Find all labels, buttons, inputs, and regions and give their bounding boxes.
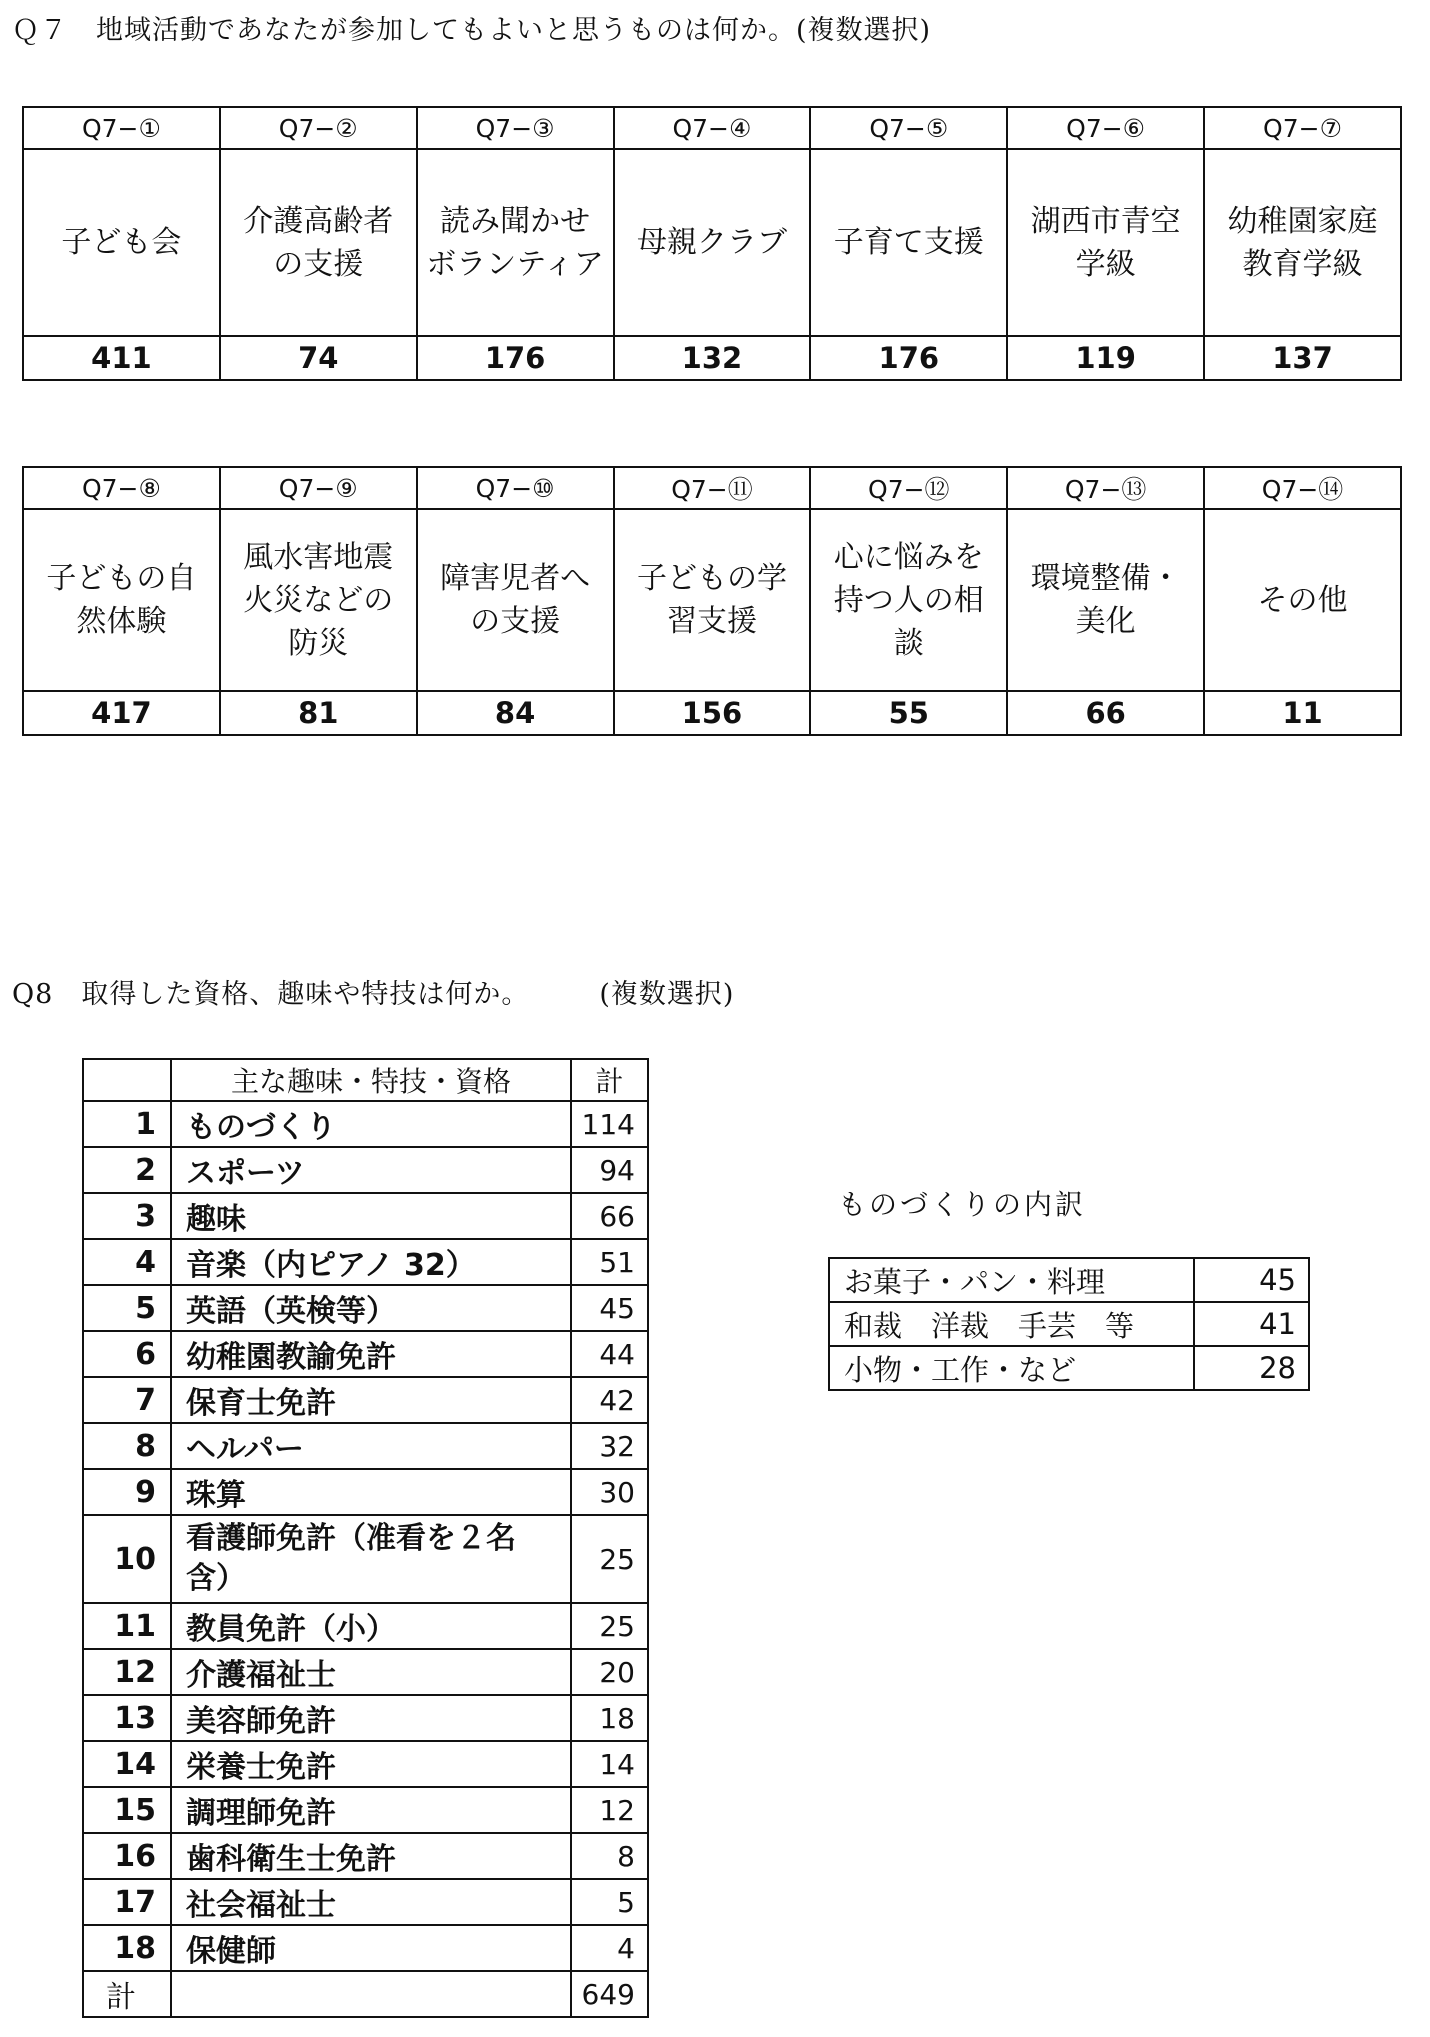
q8-item-row: [83, 1787, 648, 1833]
q8-question: Q8 取得した資格、趣味や特技は何か。: [12, 979, 530, 1010]
q8-table: [82, 1058, 649, 2018]
q8-title: [12, 972, 734, 1011]
q8-item-row: [83, 1101, 648, 1147]
q7-code: Q7−②: [220, 107, 417, 149]
q7-label: 障害児者へ の支援: [417, 509, 614, 691]
q8-item-count: 51: [571, 1239, 648, 1285]
q8-item-no: 16: [83, 1833, 171, 1879]
q8-item-name: 看護師免許（准看を２名 含）: [171, 1515, 571, 1603]
q7-value: 11: [1204, 691, 1401, 735]
q7-code: Q7−⑫: [810, 467, 1007, 509]
q7-code: Q7−⑦: [1204, 107, 1401, 149]
q8-item-name: 保健師: [171, 1925, 571, 1971]
q8-item-name: 介護福祉士: [171, 1649, 571, 1695]
q7-label-row: [23, 149, 1401, 336]
q8-item-name: 美容師免許: [171, 1695, 571, 1741]
q7-value: 84: [417, 691, 614, 735]
q7-label: 母親クラブ: [614, 149, 811, 336]
q7-value: 176: [417, 336, 614, 380]
q8-item-row: [83, 1515, 648, 1603]
q8-item-no: 15: [83, 1787, 171, 1833]
q8-choice-note: (複数選択): [599, 979, 735, 1010]
q7-value: 137: [1204, 336, 1401, 380]
breakdown-row: [829, 1346, 1309, 1390]
q7-code: Q7−⑨: [220, 467, 417, 509]
q7-label-row: [23, 509, 1401, 691]
q8-total-label: 計: [83, 1971, 171, 2017]
q8-item-row: [83, 1603, 648, 1649]
breakdown-item-name: 小物・工作・など: [829, 1346, 1194, 1390]
q7-code: Q7−④: [614, 107, 811, 149]
q8-item-no: 13: [83, 1695, 171, 1741]
breakdown-item-count: 28: [1194, 1346, 1309, 1390]
q7-label: 幼稚園家庭 教育学級: [1204, 149, 1401, 336]
q8-item-row: [83, 1377, 648, 1423]
q7-label: 読み聞かせ ボランティア: [417, 149, 614, 336]
q8-item-no: 2: [83, 1147, 171, 1193]
q8-item-row: [83, 1469, 648, 1515]
q8-item-no: 12: [83, 1649, 171, 1695]
q8-item-no: 10: [83, 1515, 171, 1603]
q8-item-name: 幼稚園教諭免許: [171, 1331, 571, 1377]
q8-item-row: [83, 1331, 648, 1377]
q8-item-row: [83, 1285, 648, 1331]
q8-item-name: 保育士免許: [171, 1377, 571, 1423]
breakdown-item-count: 45: [1194, 1258, 1309, 1302]
q8-item-count: 94: [571, 1147, 648, 1193]
q8-item-name: 音楽（内ピアノ 32）: [171, 1239, 571, 1285]
q8-item-count: 66: [571, 1193, 648, 1239]
q7-value: 176: [810, 336, 1007, 380]
q8-header-item: 主な趣味・特技・資格: [171, 1059, 571, 1101]
q8-item-name: ものづくり: [171, 1101, 571, 1147]
q7-value: 119: [1007, 336, 1204, 380]
q7-value-row: [23, 336, 1401, 380]
q8-item-name: 調理師免許: [171, 1787, 571, 1833]
q8-item-name: 英語（英検等）: [171, 1285, 571, 1331]
q8-item-count: 114: [571, 1101, 648, 1147]
q7-label: 介護高齢者 の支援: [220, 149, 417, 336]
q8-item-name: 教員免許（小）: [171, 1603, 571, 1649]
q8-item-count: 44: [571, 1331, 648, 1377]
q8-item-count: 8: [571, 1833, 648, 1879]
q8-item-row: [83, 1649, 648, 1695]
q8-item-count: 5: [571, 1879, 648, 1925]
q8-item-count: 42: [571, 1377, 648, 1423]
q8-item-row: [83, 1193, 648, 1239]
q7-code: Q7−⑩: [417, 467, 614, 509]
q7-code-row: [23, 107, 1401, 149]
q8-item-no: 8: [83, 1423, 171, 1469]
q8-item-count: 45: [571, 1285, 648, 1331]
q7-code: Q7−③: [417, 107, 614, 149]
q7-value: 156: [614, 691, 811, 735]
q8-item-row: [83, 1741, 648, 1787]
q8-header-row: [83, 1059, 648, 1101]
q8-item-count: 25: [571, 1603, 648, 1649]
q8-item-count: 18: [571, 1695, 648, 1741]
q8-item-no: 7: [83, 1377, 171, 1423]
q7-value: 66: [1007, 691, 1204, 735]
q8-item-name: 珠算: [171, 1469, 571, 1515]
q7-code-row: [23, 467, 1401, 509]
q8-item-count: 4: [571, 1925, 648, 1971]
q8-total-count: 649: [571, 1971, 648, 2017]
q8-item-row: [83, 1695, 648, 1741]
q8-item-name: 歯科衛生士免許: [171, 1833, 571, 1879]
q8-item-no: 11: [83, 1603, 171, 1649]
q8-item-row: [83, 1925, 648, 1971]
q8-item-count: 30: [571, 1469, 648, 1515]
q7-label: 風水害地震 火災などの 防災: [220, 509, 417, 691]
q8-item-row: [83, 1423, 648, 1469]
q7-value: 55: [810, 691, 1007, 735]
q7-code: Q7−⑧: [23, 467, 220, 509]
q7-value: 74: [220, 336, 417, 380]
q7-label: 子ども会: [23, 149, 220, 336]
q8-total-row: [83, 1971, 648, 2017]
q7-code: Q7−①: [23, 107, 220, 149]
q7-label: 子育て支援: [810, 149, 1007, 336]
q7-table-1: [22, 106, 1402, 381]
q7-label: 湖西市青空 学級: [1007, 149, 1204, 336]
breakdown-title: ものづくりの内訳: [838, 1188, 1087, 1221]
q8-item-count: 25: [571, 1515, 648, 1603]
q8-item-count: 32: [571, 1423, 648, 1469]
q7-value: 411: [23, 336, 220, 380]
q8-item-name: ヘルパー: [171, 1423, 571, 1469]
q8-item-name: 趣味: [171, 1193, 571, 1239]
q8-item-name: スポーツ: [171, 1147, 571, 1193]
q8-item-no: 5: [83, 1285, 171, 1331]
breakdown-row: [829, 1258, 1309, 1302]
q8-item-name: 栄養士免許: [171, 1741, 571, 1787]
q7-value: 417: [23, 691, 220, 735]
breakdown-item-name: お菓子・パン・料理: [829, 1258, 1194, 1302]
q8-header-total: 計: [571, 1059, 648, 1101]
q7-label: 心に悩みを 持つ人の相 談: [810, 509, 1007, 691]
q7-title: Ｑ７ 地域活動であなたが参加してもよいと思うものは何か。(複数選択): [12, 15, 932, 46]
q7-label: その他: [1204, 509, 1401, 691]
breakdown-row: [829, 1302, 1309, 1346]
q7-value: 81: [220, 691, 417, 735]
q8-item-row: [83, 1879, 648, 1925]
q8-item-no: 14: [83, 1741, 171, 1787]
q7-code: Q7−⑭: [1204, 467, 1401, 509]
q8-item-row: [83, 1833, 648, 1879]
q8-item-no: 6: [83, 1331, 171, 1377]
q8-item-no: 17: [83, 1879, 171, 1925]
q7-value-row: [23, 691, 1401, 735]
breakdown-item-count: 41: [1194, 1302, 1309, 1346]
q8-item-no: 3: [83, 1193, 171, 1239]
q8-item-row: [83, 1147, 648, 1193]
q8-header-no: [83, 1059, 171, 1101]
q8-item-count: 14: [571, 1741, 648, 1787]
q7-label: 子どもの自 然体験: [23, 509, 220, 691]
q7-code: Q7−⑪: [614, 467, 811, 509]
q7-code: Q7−⑥: [1007, 107, 1204, 149]
q7-label: 環境整備・ 美化: [1007, 509, 1204, 691]
q8-item-no: 18: [83, 1925, 171, 1971]
q7-code: Q7−⑤: [810, 107, 1007, 149]
q7-label: 子どもの学 習支援: [614, 509, 811, 691]
q7-table-2: [22, 466, 1402, 736]
q8-item-no: 9: [83, 1469, 171, 1515]
q8-item-no: 4: [83, 1239, 171, 1285]
q7-value: 132: [614, 336, 811, 380]
q8-item-row: [83, 1239, 648, 1285]
q8-item-no: 1: [83, 1101, 171, 1147]
q8-item-name: 社会福祉士: [171, 1879, 571, 1925]
q8-item-count: 12: [571, 1787, 648, 1833]
breakdown-item-name: 和裁 洋裁 手芸 等: [829, 1302, 1194, 1346]
q7-code: Q7−⑬: [1007, 467, 1204, 509]
q8-item-count: 20: [571, 1649, 648, 1695]
breakdown-table: [828, 1257, 1310, 1391]
q8-total-blank: [171, 1971, 571, 2017]
